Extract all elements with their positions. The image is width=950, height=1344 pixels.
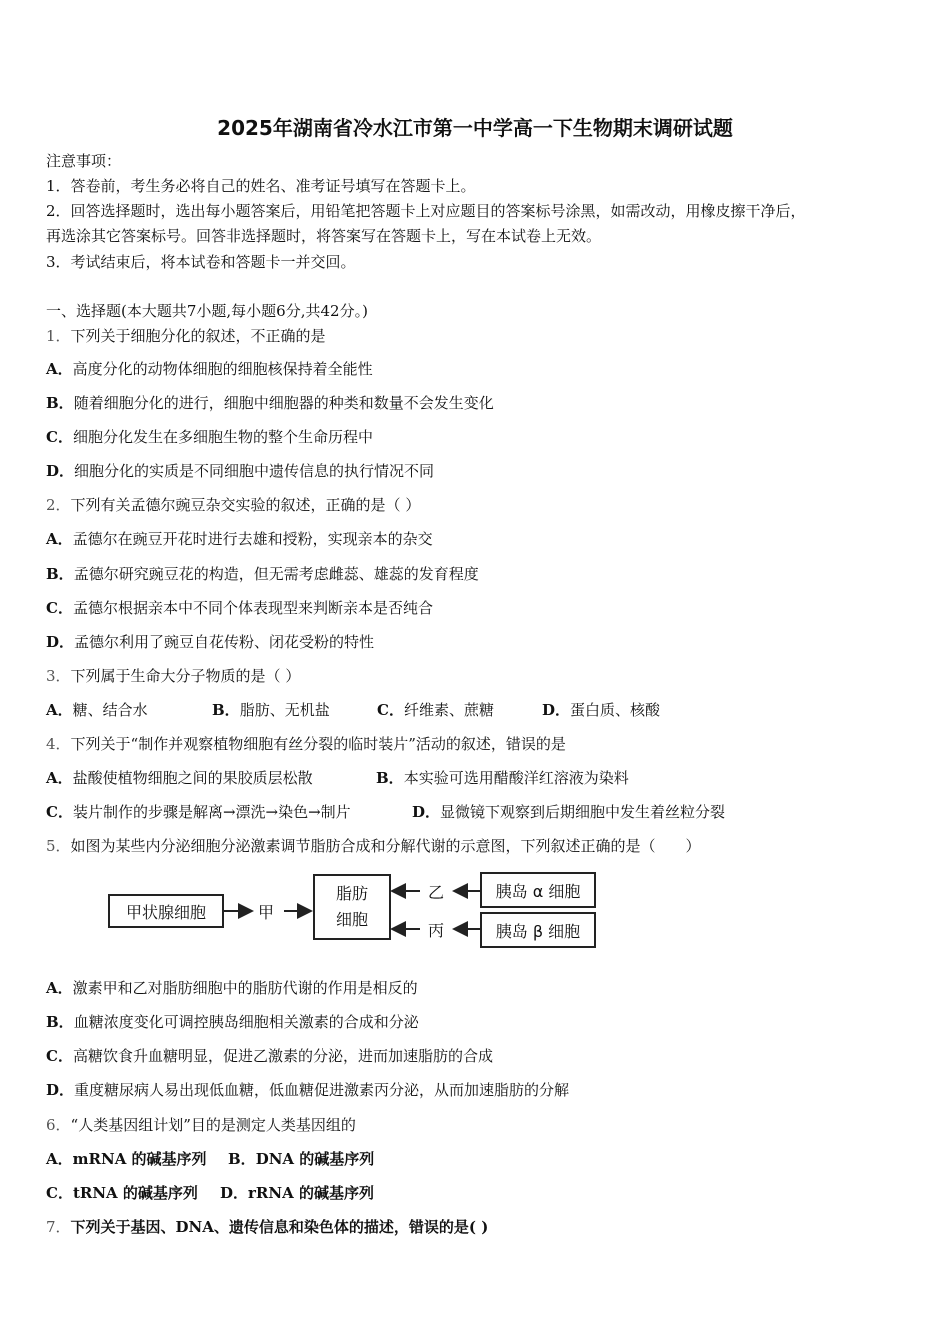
option-text: 孟德尔根据亲本中不同个体表现型来判断亲本是否纯合 (72, 599, 433, 617)
option-label: A． (46, 360, 73, 378)
option-item[interactable] (376, 768, 629, 788)
option-item[interactable] (542, 700, 660, 720)
question-number: 2． (46, 496, 71, 514)
question-4 (46, 734, 566, 754)
hormone-bing-label: 丙 (428, 921, 445, 940)
option-text: 脂肪、无机盐 (239, 701, 330, 719)
option-label: A． (46, 530, 73, 548)
hormone-diagram (100, 866, 610, 956)
option-text: 纤维素、蔗糖 (403, 701, 494, 719)
option-label: C． (46, 803, 73, 821)
option-row[interactable] (46, 1046, 493, 1066)
option-label: D． (46, 1081, 75, 1099)
option-label: A． (46, 769, 73, 787)
question-number: 7． (46, 1218, 71, 1236)
question-stem: 下列属于生命大分子物质的是（ ） (70, 667, 301, 685)
notice-item-3: 3．考试结束后，将本试卷和答题卡一并交回。 (46, 253, 356, 271)
question-2 (46, 495, 420, 515)
notice-heading: 注意事项： (46, 152, 122, 170)
option-text: 蛋白质、核酸 (570, 701, 661, 719)
options-row (46, 700, 906, 720)
option-row[interactable] (46, 1080, 569, 1100)
option-label: D． (412, 803, 441, 821)
option-label: A． (46, 701, 73, 719)
option-text: 重度糖尿病人易出现低血糖，低血糖促进激素丙分泌，从而加速脂肪的分解 (74, 1081, 570, 1099)
option-text: rRNA 的碱基序列 (248, 1184, 374, 1202)
option-row[interactable] (46, 598, 433, 618)
question-number: 3． (46, 667, 71, 685)
option-text: 血糖浓度变化可调控胰岛细胞相关激素的合成和分泌 (73, 1013, 419, 1031)
option-text: tRNA 的碱基序列 (72, 1184, 198, 1202)
option-text: 孟德尔在豌豆开花时进行去雄和授粉，实现亲本的杂交 (72, 530, 433, 548)
option-text: 随着细胞分化的进行，细胞中细胞器的种类和数量不会发生变化 (73, 394, 494, 412)
question-stem: 如图为某些内分泌细胞分泌激素调节脂肪合成和分解代谢的示意图，下列叙述正确的是（ ） (70, 837, 701, 855)
option-label: B． (46, 1013, 74, 1031)
option-row[interactable] (46, 461, 434, 481)
option-label: C． (46, 1047, 73, 1065)
notice-item-2-cont: 再选涂其它答案标号。回答非选择题时，将答案写在答题卡上，写在本试卷上无效。 (46, 227, 602, 245)
question-stem: 下列有关孟德尔豌豆杂交实验的叙述，正确的是（ ） (70, 496, 421, 514)
question-number: 1． (46, 327, 71, 345)
option-label: B． (376, 769, 404, 787)
option-label: C． (46, 1184, 73, 1202)
thyroid-cell-box: 甲状腺细胞 (108, 894, 224, 928)
option-text: 糖、结合水 (72, 701, 148, 719)
options-row (46, 1149, 906, 1169)
option-row[interactable] (46, 564, 479, 584)
question-stem: “人类基因组计划”目的是测定人类基因组的 (70, 1116, 356, 1134)
islet-beta-cell-box: 胰岛 β 细胞 (480, 912, 596, 948)
option-text: 孟德尔利用了豌豆自花传粉、闭花受粉的特性 (74, 633, 375, 651)
option-row[interactable] (46, 427, 373, 447)
hormone-jia-label: 甲 (258, 903, 275, 922)
question-5 (46, 836, 701, 856)
option-label: B． (46, 565, 74, 583)
option-row[interactable] (46, 359, 373, 379)
option-label: B． (46, 394, 74, 412)
option-row[interactable] (46, 393, 494, 413)
hormone-yi-label: 乙 (428, 883, 445, 902)
option-text: 装片制作的步骤是解离→漂洗→染色→制片 (72, 803, 351, 821)
page-title: 2025年湖南省冷水江市第一中学高一下生物期末调研试题 (217, 116, 733, 140)
option-item[interactable] (46, 1149, 207, 1169)
option-label: B． (212, 701, 240, 719)
option-item[interactable] (412, 802, 725, 822)
option-label: D． (46, 633, 75, 651)
question-7 (46, 1217, 488, 1237)
question-1 (46, 326, 326, 346)
option-text: 高糖饮食升血糖明显，促进乙激素的分泌，进而加速脂肪的合成 (72, 1047, 493, 1065)
option-item[interactable] (46, 802, 351, 822)
options-row (46, 802, 906, 822)
option-text: 孟德尔研究豌豆花的构造，但无需考虑雌蕊、雄蕊的发育程度 (73, 565, 479, 583)
option-label: D． (46, 462, 75, 480)
fat-cell-line-2: 细胞 (335, 910, 368, 929)
option-item[interactable] (46, 700, 148, 720)
options-row (46, 768, 906, 788)
question-number: 5． (46, 837, 71, 855)
notice-item-1: 1．答卷前，考生务必将自己的姓名、准考证号填写在答题卡上。 (46, 177, 476, 195)
question-number: 4． (46, 735, 71, 753)
option-label: D． (542, 701, 571, 719)
option-item[interactable] (377, 700, 494, 720)
option-label: D． (220, 1184, 249, 1202)
option-row[interactable] (46, 978, 418, 998)
option-text: 盐酸使植物细胞之间的果胶质层松散 (72, 769, 313, 787)
option-row[interactable] (46, 529, 433, 549)
option-row[interactable] (46, 632, 374, 652)
option-text: 高度分化的动物体细胞的细胞核保持着全能性 (72, 360, 373, 378)
question-stem: 下列关于“制作并观察植物细胞有丝分裂的临时装片”活动的叙述，错误的是 (70, 735, 566, 753)
question-6 (46, 1115, 356, 1135)
option-label: C． (377, 701, 404, 719)
option-text: mRNA 的碱基序列 (72, 1150, 207, 1168)
option-label: A． (46, 979, 73, 997)
question-stem: 下列关于基因、DNA、遗传信息和染色体的描述，错误的是( ) (70, 1218, 489, 1236)
option-label: C． (46, 599, 73, 617)
option-text: DNA 的碱基序列 (255, 1150, 375, 1168)
option-item[interactable] (212, 700, 330, 720)
option-item[interactable] (220, 1183, 374, 1203)
fat-cell-box (313, 874, 391, 940)
option-text: 细胞分化的实质是不同细胞中遗传信息的执行情况不同 (74, 462, 435, 480)
option-item[interactable] (228, 1149, 374, 1169)
option-label: A． (46, 1150, 73, 1168)
option-row[interactable] (46, 1012, 419, 1032)
options-row (46, 1183, 906, 1203)
option-text: 本实验可选用醋酸洋红溶液为染料 (403, 769, 629, 787)
option-item[interactable] (46, 1183, 198, 1203)
section-heading: 一、选择题(本大题共7小题,每小题6分,共42分。) (46, 302, 368, 320)
option-text: 激素甲和乙对脂肪细胞中的脂肪代谢的作用是相反的 (72, 979, 418, 997)
fat-cell-line-1: 脂肪 (335, 884, 368, 903)
islet-alpha-cell-box: 胰岛 α 细胞 (480, 872, 596, 908)
question-stem: 下列关于细胞分化的叙述，不正确的是 (70, 327, 326, 345)
option-label: C． (46, 428, 73, 446)
question-3 (46, 666, 300, 686)
option-item[interactable] (46, 768, 313, 788)
notice-item-2: 2．回答选择题时，选出每小题答案后，用铅笔把答题卡上对应题目的答案标号涂黑，如需改动，用橡皮擦干净后， (46, 202, 806, 220)
option-text: 显微镜下观察到后期细胞中发生着丝粒分裂 (440, 803, 726, 821)
option-text: 细胞分化发生在多细胞生物的整个生命历程中 (72, 428, 373, 446)
option-label: B． (228, 1150, 256, 1168)
question-number: 6． (46, 1116, 71, 1134)
